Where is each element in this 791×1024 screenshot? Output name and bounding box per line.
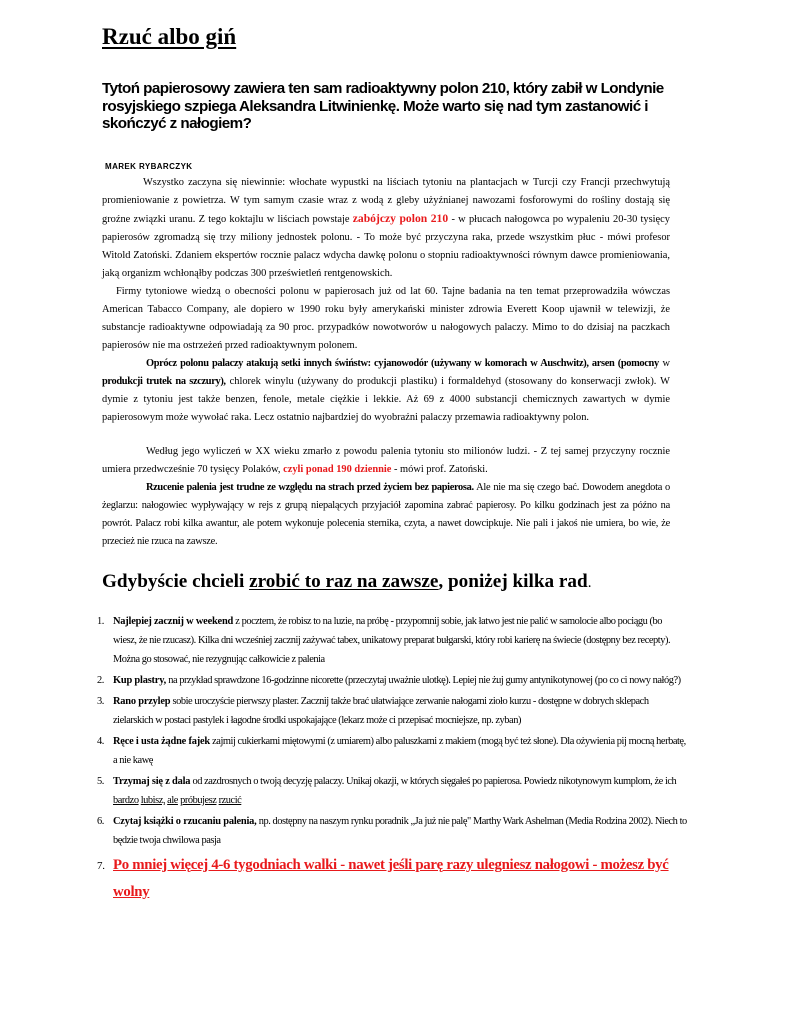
tip-number: 2. <box>97 675 104 686</box>
paragraph-4-text-a: Według jego wyliczeń w XX wieku zmarło z powodu palenia tytoniu sto milionów ludzi. - Z tej samej przyczyny rocznie umiera przedwcześnie 70 tysięcy Polaków, <box>102 446 670 475</box>
tip-item-2 <box>97 671 687 690</box>
tip-item-4 <box>97 732 687 770</box>
paragraph-2 <box>102 283 670 355</box>
paragraph-1-text-a: Wszystko zaczyna się niewinnie: włochate wypustki na liściach tytoniu na plantacjach w Turcji czy Francji przechwytują promieniowanie z powietrza. W tym samym czasie wraz z wodą z gleby użyźnianej nawozami fosforowymi do rośliny dostają się groźne związki uranu. Z tego koktajlu w liściach powstaje <box>102 177 670 225</box>
paragraph-1-text-b: - w płucach nałogowca po wypaleniu 20-30 tysięcy papierosów zgromadzą się trzy miliony jednostek polonu. - To może być przyczyna raka, przede wszystkim płuc - mówi profesor Witold Zatoński. Zdaniem ekspertów rocznie palacz wdycha dawkę polonu o stopniu radioaktywności równym dawce promieniowania, jaką organizm wchłonąłby podczas 300 prześwietleń rentgenowskich. <box>102 214 670 279</box>
tip-text: na przykład sprawdzone 16-godzinne nicorette (przeczytaj uważnie ulotkę). Lepiej nie żuj gumy antynikotynowej (po co ci nowy nałóg?) <box>168 675 681 686</box>
tip-item-6 <box>97 812 687 850</box>
paragraph-3-text: chlorek winylu (używany do produkcji plastiku) i formaldehyd (stosowany do konserwacji zwłok). W dymie z tytoniu jest także benzen, fenole, metale ciężkie i lekkie. Aż 69 z 4000 substancji chemicznych zawartych w dymie papierosowym może wywołać raka. Lecz ostatnio najbardziej do wyobraźni palaczy przemawia radioaktywny polon. <box>102 376 670 423</box>
tip-item-1 <box>97 612 687 669</box>
tip-label: Ręce i usta żądne fajek <box>113 736 210 747</box>
tip-label: Kup plastry, <box>113 675 167 686</box>
tip-item-5 <box>97 772 687 810</box>
tip-text: od zazdrosnych o twoją decyzję palaczy. Unikaj okazji, w których sięgałeś po papierosa. Powiedz nikotynowym kumplom, że ich <box>192 776 677 787</box>
article-title: Rzuć albo giń <box>102 24 237 49</box>
tip-number: 6. <box>97 816 104 827</box>
tip-number: 3. <box>97 696 104 707</box>
tip-text: sobie uroczyście pierwszy plaster. Zacznij także brać ułatwiające zerwanie nałogami zioło kurzu - dostępne w dobrych sklepach zielarskich w postaci pastylek i łagodne środki uspokajające (lekarz może ci przepisać mocniejsze, np. zyban) <box>113 696 649 726</box>
paragraph-4-text-b: - mówi prof. Zatoński. <box>393 464 488 475</box>
tip-text: np. dostępny na naszym rynku poradnik „Ja już nie palę" Marthy Wark Ashelman (Media Rodzina 2002). Niech to będzie twoja chwilowa pasja <box>113 816 687 846</box>
tip-label: Czytaj książki o rzucaniu palenia, <box>113 816 257 827</box>
tip-number: 7. <box>97 860 105 872</box>
tips-heading-a: Gdybyście chcieli <box>102 571 245 592</box>
tip-number: 1. <box>97 616 104 627</box>
paragraph-5-bold: Rzucenie palenia jest trudne ze względu na strach przed życiem bez papierosa. <box>146 482 474 493</box>
underlined-word: próbujesz <box>180 795 217 806</box>
paragraph-3-w: w <box>662 358 670 369</box>
article-author: MAREK RYBARCZYK <box>105 162 193 171</box>
tips-list <box>97 612 687 908</box>
tip-label: Rano przylep <box>113 696 171 707</box>
tip-text-highlight: Po mniej więcej 4-6 tygodniach walki - nawet jeśli parę razy ulegniesz nałogowi - możesz być wolny <box>113 857 669 900</box>
paragraph-1 <box>102 174 670 283</box>
tips-heading-underlined: zrobić to raz na zawsze <box>249 571 439 592</box>
highlight-polon: zabójczy polon 210 <box>352 212 449 225</box>
tips-heading-b: , poniżej kilka rad <box>438 571 588 592</box>
tip-number: 4. <box>97 736 104 747</box>
paragraph-3-bold-b: produkcji trutek na szczury), <box>102 376 226 387</box>
tips-heading <box>102 571 591 593</box>
underlined-word: lubisz, <box>140 795 166 806</box>
paragraph-2-text: Firmy tytoniowe wiedzą o obecności polonu w papierosach już od lat 60. Tajne badania na ten temat przeprowadziła wówczas American Tabacco Company, ale dopiero w 1990 roku były amerykański minister zdrowia Everett Koop ujawnił w telewizji, że substancje radioaktywne odpowiadają za 90 proc. przypadków nowotworów u nałogowych palaczy. Mimo to do dzisiaj na paczkach papierosów nie ma ostrzeżeń przed radioaktywnym polonem. <box>102 286 670 351</box>
paragraph-3-bold-a: Oprócz polonu palaczy atakują setki innych świństw: cyjanowodór (używany w komorach w Auschwitz), arsen (pomocny <box>146 358 659 369</box>
underlined-word: ale <box>167 795 178 806</box>
paragraph-4 <box>102 443 670 479</box>
tip-label: Trzymaj się z dala <box>113 776 191 787</box>
underlined-word: rzucić <box>218 795 242 806</box>
paragraph-5-text: Ale nie ma się czego bać. Dowodem anegdota o żeglarzu: nałogowiec wypływający w rejs z grupą niepalących przyjaciół zapomina zabrać papierosy. Po kilku godzinach jest za późno na powrót. Palacz robi kilka awantur, ale potem wykonuje polecenia sternika, czyta, a nawet dowcipkuje. Nie pali i jakoś nie umiera, bo wie, że przecież nie rzuca na zawsze. <box>102 482 670 547</box>
paragraph-3 <box>102 355 670 427</box>
underlined-word: bardzo <box>113 795 139 806</box>
article-lead: Tytoń papierosowy zawiera ten sam radioaktywny polon 210, który zabił w Londynie rosyjskiego szpiega Aleksandra Litwinienkę. Może warto się nad tym zastanowić i skończyć z nałogiem? <box>102 80 664 133</box>
tip-text: zajmij cukierkami miętowymi (z umiarem) albo paluszkami z makiem (mogą być też słone). Dla ożywienia pij mocną herbatę, a nie kawę <box>113 736 686 766</box>
tip-item-7 <box>97 852 687 906</box>
tips-heading-dot: . <box>587 575 592 591</box>
tip-label: Najlepiej zacznij w weekend <box>113 616 234 627</box>
tip-number: 5. <box>97 776 104 787</box>
highlight-daily-deaths: czyli ponad 190 dziennie <box>283 464 392 475</box>
paragraph-5 <box>102 479 670 551</box>
tip-text: z pocztem, że robisz to na luzie, na próbę - przypomnij sobie, jak łatwo jest nie palić w samolocie albo pociągu (bo wiesz, że nie rzucasz). Kilka dni wcześniej zacznij zażywać tabex, unikatowy preparat bułgarski, który robi karierę na świecie (dostępny bez recepty). Można go stosować, nie rezygnując całkowicie z palenia <box>113 616 671 665</box>
tip-item-3 <box>97 692 687 730</box>
